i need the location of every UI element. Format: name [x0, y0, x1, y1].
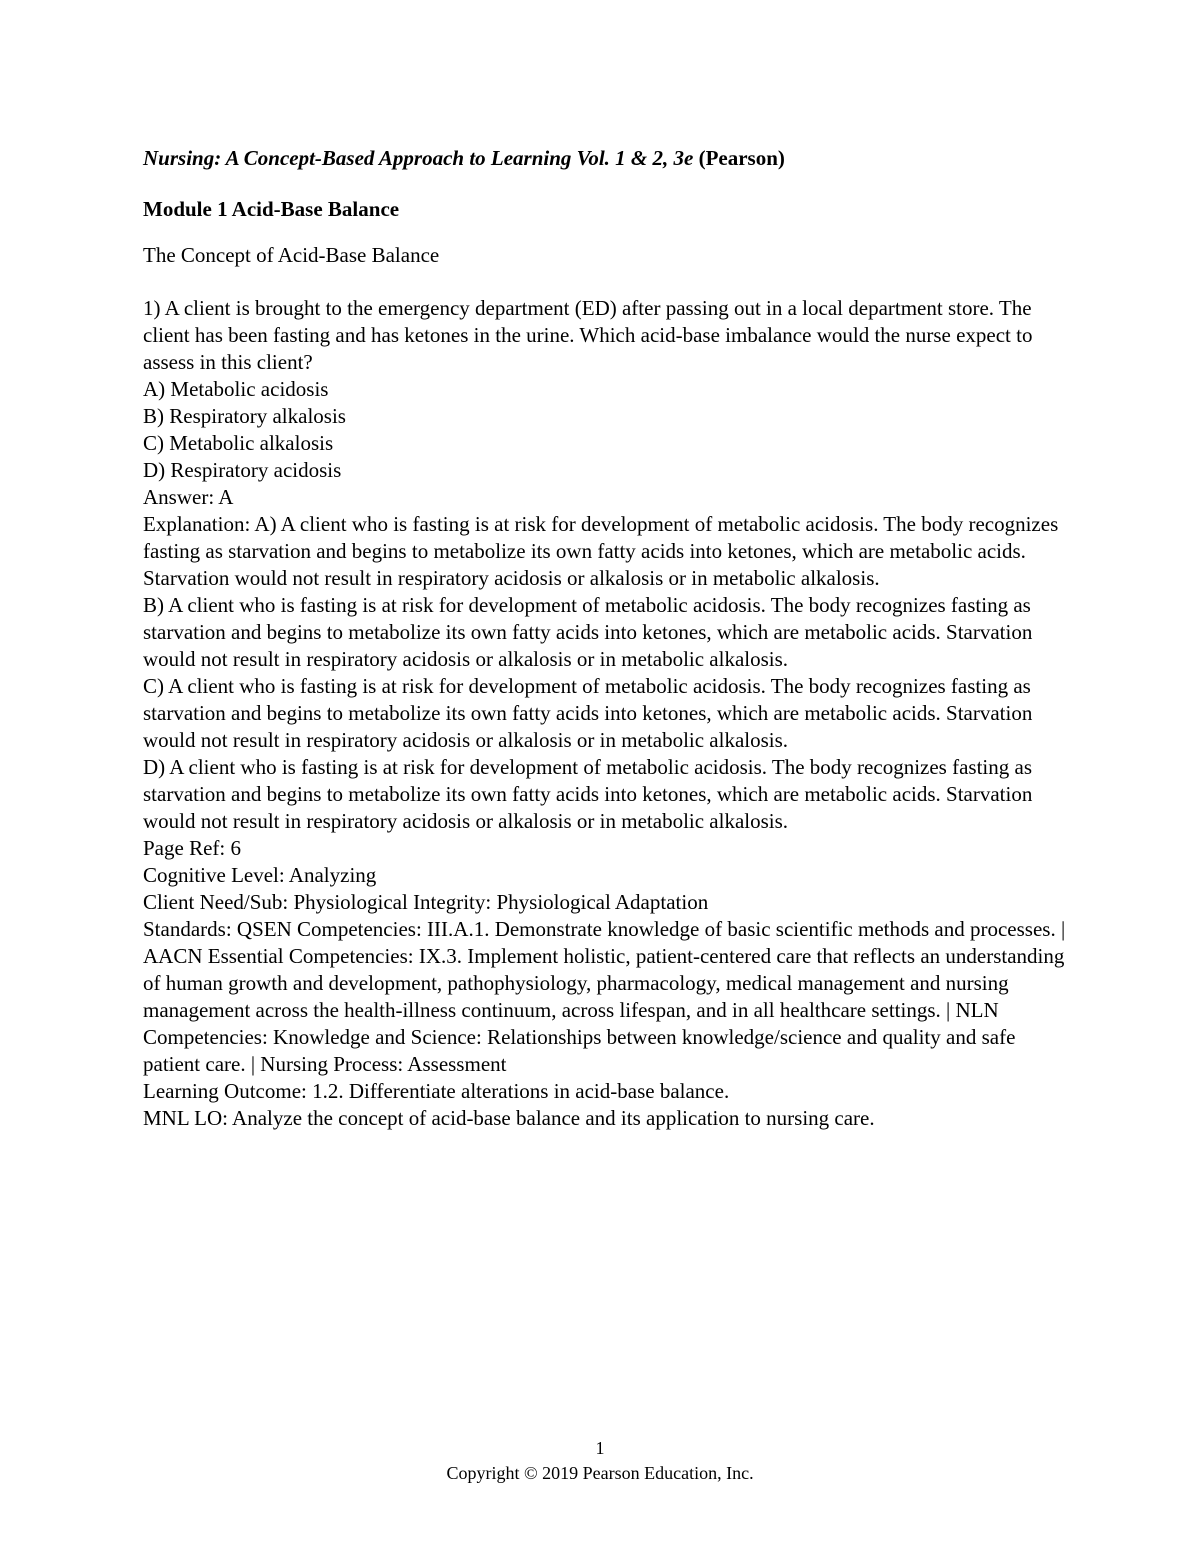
answer-line: Answer: A [143, 485, 234, 509]
book-title: Nursing: A Concept-Based Approach to Learning Vol. 1 & 2, 3e [143, 146, 694, 170]
client-need: Client Need/Sub: Physiological Integrity: Physiological Adaptation [143, 890, 709, 914]
document-title [143, 142, 1073, 174]
option-a: A) Metabolic acidosis [143, 377, 329, 401]
standards: Standards: QSEN Competencies: III.A.1. Demonstrate knowledge of basic scientific methods and processes. | AACN Essential Competencies: IX.3. Implement holistic, patient-centered care that reflects an understanding of human growth and development, pathophysiology, pharmacology, medical management and nursing management across the health-illness continuum, across lifespan, and in all healthcare settings. | NLN Competencies: Knowledge and Science: Relationships between knowledge/science and quality and safe patient care. | Nursing Process: Assessment [143, 917, 1066, 1076]
explanation-b: B) A client who is fasting is at risk for development of metabolic acidosis. The body recognizes fasting as starvation and begins to metabolize its own fatty acids into ketones, which are metabolic acids. Starvation would not result in respiratory acidosis or alkalosis or in metabolic alkalosis. [143, 593, 1033, 671]
section-title: The Concept of Acid-Base Balance [143, 243, 440, 267]
publisher-label: (Pearson) [693, 146, 785, 170]
option-d: D) Respiratory acidosis [143, 458, 342, 482]
page-ref: Page Ref: 6 [143, 836, 241, 860]
explanation-a: Explanation: A) A client who is fasting is at risk for development of metabolic acidosis. The body recognizes fasting as starvation and begins to metabolize its own fatty acids into ketones, which are metabolic acids. Starvation would not result in respiratory acidosis or alkalosis or in metabolic alkalosis. [143, 512, 1059, 590]
page-number: 1 [595, 1438, 605, 1458]
option-c: C) Metabolic alkalosis [143, 431, 334, 455]
explanation-c: C) A client who is fasting is at risk for development of metabolic acidosis. The body recognizes fasting as starvation and begins to metabolize its own fatty acids into ketones, which are metabolic acids. Starvation would not result in respiratory acidosis or alkalosis or in metabolic alkalosis. [143, 674, 1033, 752]
mnl-learning-outcome: MNL LO: Analyze the concept of acid-base balance and its application to nursing care. [143, 1106, 875, 1130]
question-block [143, 295, 1073, 1132]
copyright-notice: Copyright © 2019 Pearson Education, Inc. [446, 1463, 754, 1483]
question-stem: 1) A client is brought to the emergency department (ED) after passing out in a local department store. The client has been fasting and has ketones in the urine. Which acid-base imbalance would the nurse expect to assess in this client? [143, 296, 1033, 374]
explanation-d: D) A client who is fasting is at risk for development of metabolic acidosis. The body recognizes fasting as starvation and begins to metabolize its own fatty acids into ketones, which are metabolic acids. Starvation would not result in respiratory acidosis or alkalosis or in metabolic alkalosis. [143, 755, 1033, 833]
page-content [143, 142, 1073, 1132]
learning-outcome: Learning Outcome: 1.2. Differentiate alterations in acid-base balance. [143, 1079, 730, 1103]
cognitive-level: Cognitive Level: Analyzing [143, 863, 377, 887]
module-title: Module 1 Acid-Base Balance [143, 197, 400, 221]
option-b: B) Respiratory alkalosis [143, 404, 346, 428]
